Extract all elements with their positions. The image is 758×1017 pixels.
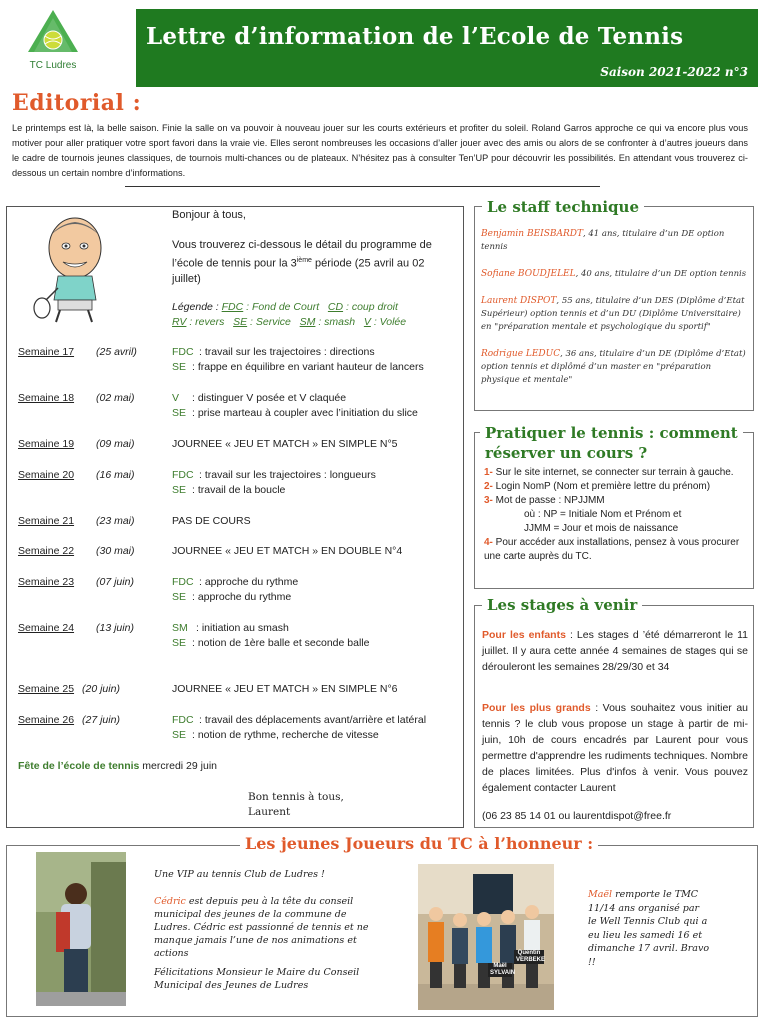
list-item: Laurent DISPOT, 55 ans, titulaire d’un DES (Diplôme d’Etat Supérieur) option tennis et d’un DU (Diplôme Universitaire) en "préparation mentale et psychologique du sportif" [481, 296, 745, 332]
program-greeting: Bonjour à tous, [172, 209, 246, 221]
list-item: 1- Sur le site internet, se connecter sur terrain à gauche. [484, 467, 734, 478]
list-item: Benjamin BEISBARDT, 41 ans, titulaire d’un DE option tennis [481, 229, 725, 252]
newsletter-title: Lettre d’information de l’Ecole de Tennis [146, 23, 684, 50]
practice-steps: 1- Sur le site internet, se connecter sur terrain à gauche. 2- Login NomP (Nom et première lettre du prénom) 3- Mot de passe : NPJJMM où : NP = Initiale Nom et Prénom et JJMM = Jour et mois de naissance 4- Pour accéder aux installations, pensez à vous procurer une carte auprès du TC. [484, 466, 750, 564]
list-item: Rodrigue LEDUC, 36 ans, titulaire d’un DE (Diplôme d’Etat) option tennis et diplômé d’un master en "préparation physique et mentale" [481, 349, 746, 385]
editorial-text: Le printemps est là, la belle saison. Finie la salle on va pouvoir à nouveau jouer sur les courts extérieurs et profiter du soleil. Roland Garros approche ce qui va encore plus vous motiver pour aller pratiquer votre sport favori dans la vraie vie. Elles seront nombreuses les occasions d’aller jouer avec des amis ou alors de se confronter à d’autres joueurs dans le cadre de tournois jeunes classiques, de tournois multi-chances ou de plateaux. N’hésitez pas à consulter Ten’UP pour découvrir les possibilités. En attendant vous trouverez ci-dessous un certain nombre d’informations. [12, 123, 748, 178]
list-item: 2- Login NomP (Nom et première lettre du prénom) [484, 481, 711, 492]
stages-adults: Pour les plus grands : Vous souhaitez vous initier au tennis ? le club vous propose un stage à partir de mi-juin, 10h de cours encadrés par Laurent pour vous permettre d'apprendre les rudiments techniques. Nombre de places limitées. Plus d'infos à venir. Vous pouvez également contacter Laurent [482, 702, 749, 794]
cedric-text: Cédric est depuis peu à la tête du conseil municipal des jeunes de la commune de Ludres. Cédric est passionné de tennis et ne manque jamais l’une de nos animations et actions [154, 896, 369, 959]
young-players-title: Les jeunes Joueurs du TC à l’honneur : [240, 834, 598, 853]
list-item: Sofiane BOUDJELEL, 40 ans, titulaire d’un DE option tennis [481, 269, 747, 279]
photo-label-quentin: Quentin VERBEKE [516, 950, 546, 963]
editorial-title: Editorial : [12, 90, 142, 116]
list-item: 4- Pour accéder aux installations, pensez à vous procurer une carte auprès du TC. [484, 537, 740, 562]
club-name: TC Ludres [29, 60, 77, 71]
list-item: 3- Mot de passe : NPJJMM [484, 495, 605, 506]
stages-contact: (06 23 85 14 01 ou laurentdispot@free.fr [482, 810, 672, 822]
mael-text: Maël remporte le TMC 11/14 ans organisé par le Well Tennis Club qui a eu lieu les samedi 16 et dimanche 17 avril. Bravo !! [588, 889, 710, 968]
program-intro: Vous trouverez ci-dessous le détail du programme de l’école de tennis pour la 3ième période (25 avril au 02 juillet) [172, 239, 432, 285]
signoff: Bon tennis à tous, Laurent [248, 791, 344, 818]
congrats-text: Félicitations Monsieur le Maire du Conseil Municipal des Jeunes de Ludres [154, 967, 360, 991]
practice-title: Pratiquer le tennis : comment réserver un cours ? [480, 423, 743, 463]
tmc-group-photo [418, 864, 554, 1010]
header-banner [136, 9, 758, 87]
club-logo [18, 8, 88, 74]
vip-line: Une VIP au tennis Club de Ludres ! [154, 869, 325, 880]
divider [125, 186, 600, 187]
legend: Légende : FDC : Fond de Court CD : coup droit RV : revers SE : Service SM : smash V : Volée [172, 301, 407, 328]
tennis-ball-tree-icon [18, 8, 88, 60]
stages-title: Les stages à venir [482, 596, 642, 614]
fete-line: Fête de l’école de tennis mercredi 29 juin [18, 760, 217, 772]
coach-caricature-icon [30, 210, 120, 325]
stages-kids: Pour les enfants : Les stages d ’été démarreront le 11 juillet. Il y aura cette année 4 semaines de stages qui se dérouleront les semaines 28/29/30 et 34 [482, 629, 748, 673]
season-label: Saison 2021-2022 n°3 [600, 65, 748, 79]
photo-label-mael: Maël SYLVAIN [490, 963, 516, 976]
cedric-photo [36, 852, 126, 1006]
staff-title: Le staff technique [482, 198, 644, 216]
staff-list [481, 227, 751, 386]
